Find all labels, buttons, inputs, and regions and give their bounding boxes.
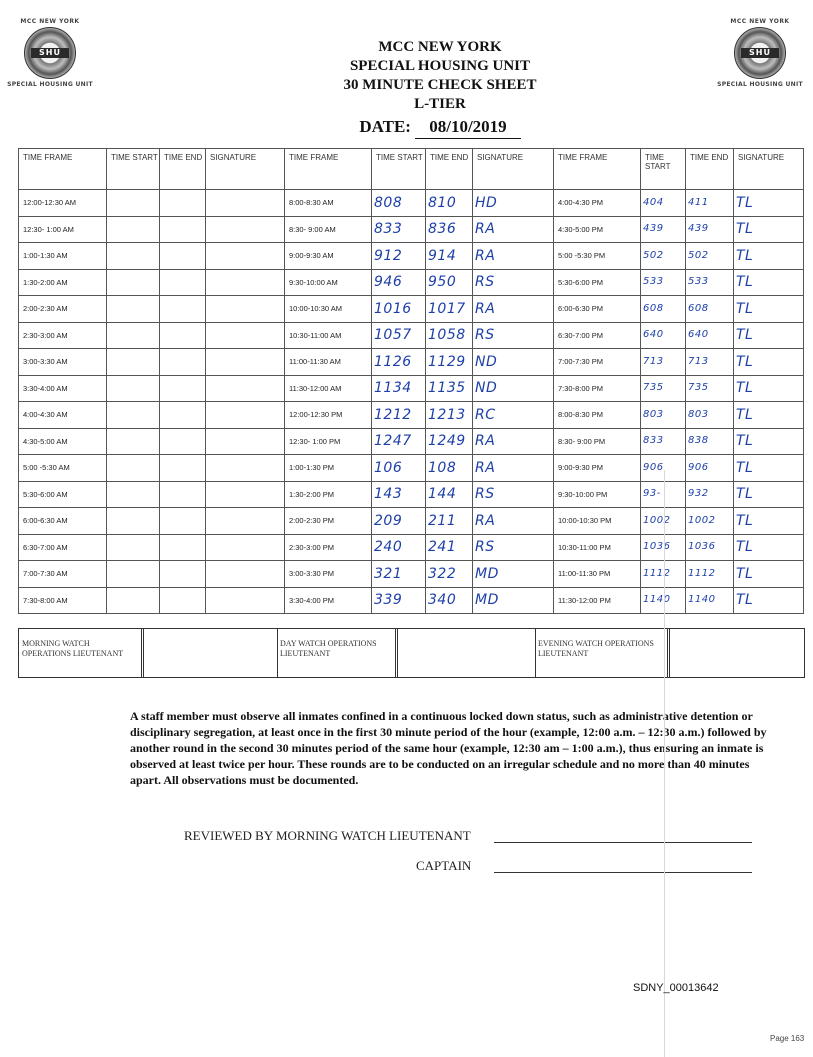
day-signature: HD [473, 190, 554, 217]
day-time-start: 1016 [372, 296, 426, 323]
morning-time-frame: 6:00-6:30 AM [19, 508, 107, 535]
morning-time-frame: 7:30-8:00 AM [19, 587, 107, 614]
day-time-frame: 10:30-11:00 AM [285, 322, 372, 349]
divider [667, 629, 670, 677]
evening-time-start: 533 [641, 269, 686, 296]
day-signature: MD [473, 587, 554, 614]
morning-time-start[interactable] [107, 481, 160, 508]
table-row [19, 322, 804, 349]
day-time-end: 836 [426, 216, 473, 243]
day-time-frame: 12:00-12:30 PM [285, 402, 372, 429]
evening-time-end: 735 [686, 375, 734, 402]
header-signature: SIGNATURE [734, 149, 804, 190]
table-row [19, 561, 804, 588]
morning-time-start[interactable] [107, 428, 160, 455]
morning-time-end[interactable] [160, 296, 206, 323]
morning-watch-label: MORNING WATCH OPERATIONS LIEUTENANT [22, 639, 124, 658]
check-sheet-table [18, 148, 804, 614]
evening-time-end: 838 [686, 428, 734, 455]
seal-icon [734, 27, 786, 79]
header-time-start: TIME START [372, 149, 426, 190]
day-time-start: 106 [372, 455, 426, 482]
evening-time-frame: 8:30- 9:00 PM [554, 428, 641, 455]
day-signature: RA [473, 243, 554, 270]
divider [141, 629, 144, 677]
morning-time-frame: 1:30-2:00 AM [19, 269, 107, 296]
day-time-end: 1129 [426, 349, 473, 376]
evening-signature: TL [734, 375, 804, 402]
evening-time-start: 713 [641, 349, 686, 376]
evening-time-start: 502 [641, 243, 686, 270]
morning-time-frame: 6:30-7:00 AM [19, 534, 107, 561]
day-time-end: 322 [426, 561, 473, 588]
morning-time-end[interactable] [160, 402, 206, 429]
evening-time-frame: 9:00-9:30 PM [554, 455, 641, 482]
day-time-start: 1212 [372, 402, 426, 429]
evening-time-frame: 11:30-12:00 PM [554, 587, 641, 614]
day-time-start: 1126 [372, 349, 426, 376]
page-number: Page 163 [770, 1034, 805, 1043]
logo-bottom-text: SPECIAL HOUSING UNIT [7, 81, 93, 88]
evening-signature: TL [734, 534, 804, 561]
table-row [19, 269, 804, 296]
day-time-end: 1135 [426, 375, 473, 402]
header-signature: SIGNATURE [206, 149, 285, 190]
header-signature: SIGNATURE [473, 149, 554, 190]
evening-time-start: 439 [641, 216, 686, 243]
morning-time-start[interactable] [107, 375, 160, 402]
evening-time-start: 640 [641, 322, 686, 349]
evening-signature: TL [734, 190, 804, 217]
evening-time-frame: 7:30-8:00 PM [554, 375, 641, 402]
morning-time-start[interactable] [107, 455, 160, 482]
day-time-frame: 1:00-1:30 PM [285, 455, 372, 482]
morning-time-frame: 3:00-3:30 AM [19, 349, 107, 376]
morning-signature[interactable] [206, 455, 285, 482]
morning-time-end[interactable] [160, 216, 206, 243]
day-time-end: 108 [426, 455, 473, 482]
header-time-end: TIME END [426, 149, 473, 190]
evening-time-end: 411 [686, 190, 734, 217]
day-time-end: 340 [426, 587, 473, 614]
evening-signature: TL [734, 402, 804, 429]
morning-signature[interactable] [206, 481, 285, 508]
evening-time-start: 1112 [641, 561, 686, 588]
evening-time-end: 502 [686, 243, 734, 270]
header-time-end: TIME END [160, 149, 206, 190]
table-row [19, 296, 804, 323]
evening-signature: TL [734, 587, 804, 614]
morning-time-frame: 5:00 -5:30 AM [19, 455, 107, 482]
morning-time-start[interactable] [107, 296, 160, 323]
evening-time-start: 93- [641, 481, 686, 508]
logo-right [710, 18, 810, 88]
day-time-frame: 2:00-2:30 PM [285, 508, 372, 535]
table-row [19, 508, 804, 535]
day-time-frame: 9:30-10:00 AM [285, 269, 372, 296]
morning-time-start[interactable] [107, 349, 160, 376]
header-time-start: TIME START [107, 149, 160, 190]
day-time-end: 144 [426, 481, 473, 508]
evening-time-end: 533 [686, 269, 734, 296]
evening-time-start: 1002 [641, 508, 686, 535]
day-signature: RA [473, 428, 554, 455]
title-facility: MCC NEW YORK [378, 39, 502, 55]
reviewed-signature-line[interactable] [494, 842, 752, 843]
morning-signature[interactable] [206, 402, 285, 429]
captain-signature-line[interactable] [494, 872, 752, 873]
morning-time-start[interactable] [107, 587, 160, 614]
day-time-frame: 1:30-2:00 PM [285, 481, 372, 508]
evening-signature: TL [734, 455, 804, 482]
table-row [19, 455, 804, 482]
header-time-start: TIME START [641, 149, 686, 190]
day-watch-label: DAY WATCH OPERATIONS LIEUTENANT [280, 639, 377, 658]
evening-signature: TL [734, 322, 804, 349]
day-time-start: 209 [372, 508, 426, 535]
evening-time-start: 1036 [641, 534, 686, 561]
day-time-frame: 8:30- 9:00 AM [285, 216, 372, 243]
date-value: 08/10/2019 [415, 116, 520, 139]
date-line [250, 116, 630, 139]
evening-time-start: 608 [641, 296, 686, 323]
morning-signature[interactable] [206, 190, 285, 217]
evening-signature: TL [734, 428, 804, 455]
header-time-frame: TIME FRAME [19, 149, 107, 190]
morning-time-start[interactable] [107, 216, 160, 243]
evening-time-start: 833 [641, 428, 686, 455]
morning-time-end[interactable] [160, 190, 206, 217]
table-row [19, 375, 804, 402]
table-row [19, 481, 804, 508]
day-time-end: 1058 [426, 322, 473, 349]
day-time-end: 914 [426, 243, 473, 270]
table-row [19, 216, 804, 243]
evening-time-end: 1112 [686, 561, 734, 588]
header-time-frame: TIME FRAME [285, 149, 372, 190]
day-signature: RS [473, 534, 554, 561]
table-header-row [19, 149, 804, 190]
morning-signature[interactable] [206, 375, 285, 402]
morning-time-start[interactable] [107, 322, 160, 349]
morning-signature[interactable] [206, 349, 285, 376]
day-time-start: 240 [372, 534, 426, 561]
evening-time-start: 1140 [641, 587, 686, 614]
table-row [19, 190, 804, 217]
header-time-frame: TIME FRAME [554, 149, 641, 190]
morning-time-frame: 4:30-5:00 AM [19, 428, 107, 455]
bates-number: SDNY_00013642 [633, 982, 719, 994]
morning-signature[interactable] [206, 269, 285, 296]
morning-time-end[interactable] [160, 534, 206, 561]
evening-signature: TL [734, 216, 804, 243]
title-sheet: 30 MINUTE CHECK SHEET [343, 77, 537, 93]
divider [395, 629, 398, 677]
morning-time-start[interactable] [107, 534, 160, 561]
morning-signature[interactable] [206, 561, 285, 588]
evening-time-start: 735 [641, 375, 686, 402]
day-time-frame: 11:00-11:30 AM [285, 349, 372, 376]
evening-time-end: 640 [686, 322, 734, 349]
morning-time-start[interactable] [107, 243, 160, 270]
evening-signature: TL [734, 508, 804, 535]
evening-time-frame: 9:30-10:00 PM [554, 481, 641, 508]
day-time-end: 1213 [426, 402, 473, 429]
day-time-end: 1017 [426, 296, 473, 323]
day-time-frame: 3:30-4:00 PM [285, 587, 372, 614]
morning-time-start[interactable] [107, 561, 160, 588]
evening-time-frame: 4:00-4:30 PM [554, 190, 641, 217]
morning-signature[interactable] [206, 296, 285, 323]
day-time-frame: 3:00-3:30 PM [285, 561, 372, 588]
day-time-frame: 12:30- 1:00 PM [285, 428, 372, 455]
header-time-end: TIME END [686, 149, 734, 190]
day-time-end: 810 [426, 190, 473, 217]
title-tier: L-TIER [414, 96, 466, 112]
day-time-frame: 10:00-10:30 AM [285, 296, 372, 323]
evening-time-end: 1002 [686, 508, 734, 535]
day-signature: RA [473, 508, 554, 535]
evening-time-frame: 4:30-5:00 PM [554, 216, 641, 243]
day-signature: RS [473, 481, 554, 508]
evening-time-frame: 8:00-8:30 PM [554, 402, 641, 429]
day-signature: ND [473, 375, 554, 402]
evening-signature: TL [734, 481, 804, 508]
day-signature: RA [473, 216, 554, 243]
policy-text: A staff member must observe all inmates confined in a continuous locked down status, such as administrative detention or disciplinary segregation, at least once in the first 30 minute period of the hour (example, 12:00 a.m. – 12:30 a.m.) followed by another round in the second 30 minutes period of the same hour (example, 12:30 am – 1:00 a.m.), thus ensuring an inmate is observed at least twice per hour. These rounds are to be conducted on an irregular schedule and no more than 40 minutes apart. All observations must be documented. [130, 709, 767, 787]
table-row [19, 349, 804, 376]
reviewed-by-label: REVIEWED BY MORNING WATCH LIEUTENANT [184, 828, 471, 843]
day-time-frame: 11:30-12:00 AM [285, 375, 372, 402]
seal-badge-text: SHU [741, 48, 779, 58]
day-signature: MD [473, 561, 554, 588]
day-time-start: 1134 [372, 375, 426, 402]
morning-signature[interactable] [206, 534, 285, 561]
day-signature: RC [473, 402, 554, 429]
morning-time-frame: 7:00-7:30 AM [19, 561, 107, 588]
day-time-start: 1057 [372, 322, 426, 349]
evening-time-start: 803 [641, 402, 686, 429]
scan-artifact-line [664, 470, 665, 1057]
morning-time-frame: 12:30- 1:00 AM [19, 216, 107, 243]
morning-time-frame: 2:30-3:00 AM [19, 322, 107, 349]
morning-time-end[interactable] [160, 481, 206, 508]
day-time-start: 321 [372, 561, 426, 588]
day-time-frame: 8:00-8:30 AM [285, 190, 372, 217]
evening-time-frame: 10:30-11:00 PM [554, 534, 641, 561]
morning-signature[interactable] [206, 508, 285, 535]
morning-signature[interactable] [206, 322, 285, 349]
table-row [19, 534, 804, 561]
evening-time-end: 439 [686, 216, 734, 243]
document-title [250, 38, 630, 139]
day-time-end: 211 [426, 508, 473, 535]
morning-time-end[interactable] [160, 428, 206, 455]
morning-time-start[interactable] [107, 190, 160, 217]
captain-label: CAPTAIN [416, 858, 472, 873]
evening-time-end: 932 [686, 481, 734, 508]
evening-time-end: 803 [686, 402, 734, 429]
day-signature: RA [473, 296, 554, 323]
evening-watch-label: EVENING WATCH OPERATIONS LIEUTENANT [538, 639, 654, 658]
seal-icon [24, 27, 76, 79]
day-time-end: 950 [426, 269, 473, 296]
table-row [19, 428, 804, 455]
logo-left [0, 18, 100, 88]
evening-time-frame: 6:30-7:00 PM [554, 322, 641, 349]
morning-time-end[interactable] [160, 243, 206, 270]
day-time-start: 912 [372, 243, 426, 270]
morning-signature[interactable] [206, 243, 285, 270]
day-time-start: 1247 [372, 428, 426, 455]
morning-time-end[interactable] [160, 375, 206, 402]
evening-time-frame: 7:00-7:30 PM [554, 349, 641, 376]
day-time-frame: 9:00-9:30 AM [285, 243, 372, 270]
logo-top-text: MCC NEW YORK [730, 18, 790, 25]
evening-time-end: 1036 [686, 534, 734, 561]
table-row [19, 402, 804, 429]
evening-time-end: 1140 [686, 587, 734, 614]
day-signature: RS [473, 269, 554, 296]
day-time-frame: 2:30-3:00 PM [285, 534, 372, 561]
evening-time-frame: 11:00-11:30 PM [554, 561, 641, 588]
morning-time-end[interactable] [160, 322, 206, 349]
evening-signature: TL [734, 349, 804, 376]
morning-signature[interactable] [206, 216, 285, 243]
morning-time-frame: 5:30-6:00 AM [19, 481, 107, 508]
watch-signature-strip [18, 628, 805, 678]
morning-time-frame: 4:00-4:30 AM [19, 402, 107, 429]
day-signature: RS [473, 322, 554, 349]
morning-time-start[interactable] [107, 402, 160, 429]
morning-time-end[interactable] [160, 508, 206, 535]
evening-time-end: 713 [686, 349, 734, 376]
day-time-end: 1249 [426, 428, 473, 455]
day-time-end: 241 [426, 534, 473, 561]
table-row [19, 587, 804, 614]
evening-time-start: 404 [641, 190, 686, 217]
evening-signature: TL [734, 243, 804, 270]
morning-time-end[interactable] [160, 455, 206, 482]
evening-time-end: 608 [686, 296, 734, 323]
evening-signature: TL [734, 269, 804, 296]
title-unit: SPECIAL HOUSING UNIT [349, 58, 531, 74]
day-time-start: 339 [372, 587, 426, 614]
evening-time-frame: 6:00-6:30 PM [554, 296, 641, 323]
evening-time-frame: 10:00-10:30 PM [554, 508, 641, 535]
morning-time-end[interactable] [160, 269, 206, 296]
evening-time-frame: 5:30-6:00 PM [554, 269, 641, 296]
day-time-start: 808 [372, 190, 426, 217]
morning-time-frame: 3:30-4:00 AM [19, 375, 107, 402]
morning-time-end[interactable] [160, 349, 206, 376]
morning-time-frame: 2:00-2:30 AM [19, 296, 107, 323]
day-signature: ND [473, 349, 554, 376]
morning-time-start[interactable] [107, 269, 160, 296]
morning-time-start[interactable] [107, 508, 160, 535]
evening-signature: TL [734, 561, 804, 588]
morning-time-end[interactable] [160, 587, 206, 614]
seal-badge-text: SHU [31, 48, 69, 58]
day-time-start: 833 [372, 216, 426, 243]
day-signature: RA [473, 455, 554, 482]
day-time-start: 143 [372, 481, 426, 508]
evening-time-start: 906 [641, 455, 686, 482]
morning-time-frame: 1:00-1:30 AM [19, 243, 107, 270]
morning-time-frame: 12:00-12:30 AM [19, 190, 107, 217]
evening-signature: TL [734, 296, 804, 323]
date-label: DATE: [359, 117, 411, 136]
day-time-start: 946 [372, 269, 426, 296]
logo-top-text: MCC NEW YORK [20, 18, 80, 25]
evening-time-end: 906 [686, 455, 734, 482]
morning-signature[interactable] [206, 587, 285, 614]
logo-bottom-text: SPECIAL HOUSING UNIT [717, 81, 803, 88]
morning-time-end[interactable] [160, 561, 206, 588]
evening-time-frame: 5:00 -5:30 PM [554, 243, 641, 270]
morning-signature[interactable] [206, 428, 285, 455]
table-row [19, 243, 804, 270]
